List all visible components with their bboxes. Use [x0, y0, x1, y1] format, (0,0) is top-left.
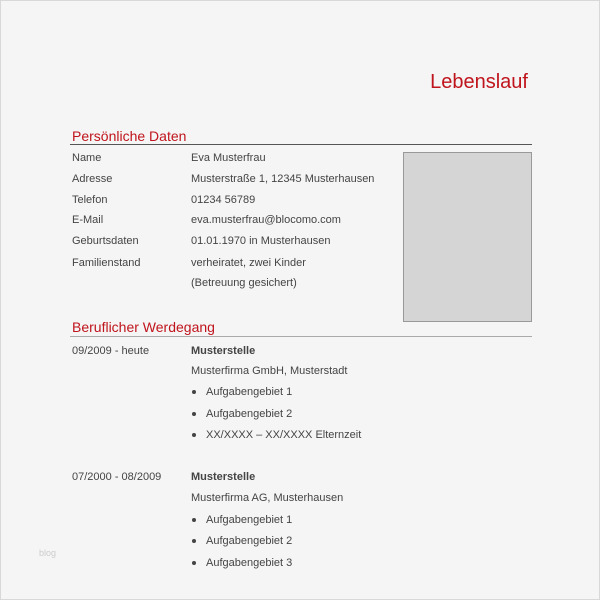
entry-company: Musterfirma GmbH, Musterstadt	[191, 365, 348, 377]
value-birth: 01.01.1970 in Musterhausen	[191, 235, 331, 247]
list-item	[192, 385, 292, 399]
label-birth: Geburtsdaten	[72, 235, 139, 247]
list-item	[192, 556, 292, 570]
section-divider	[70, 336, 532, 337]
value-phone: 01234 56789	[191, 194, 256, 206]
value-family: verheiratet, zwei Kinder	[191, 257, 306, 269]
list-item-text: Aufgabengebiet 2	[206, 408, 293, 420]
label-address: Adresse	[72, 173, 113, 185]
list-item	[192, 534, 292, 548]
list-item-text: Aufgabengebiet 1	[206, 386, 293, 398]
value-name: Eva Musterfrau	[191, 152, 266, 164]
list-item-text: Aufgabengebiet 3	[206, 557, 293, 569]
photo-placeholder	[403, 152, 532, 322]
list-item	[192, 428, 361, 442]
list-item-text: Aufgabengebiet 2	[206, 535, 293, 547]
label-family: Familienstand	[72, 257, 141, 269]
entry-period: 09/2009 - heute	[72, 345, 150, 357]
label-phone: Telefon	[72, 194, 108, 206]
list-item-text: XX/XXXX – XX/XXXX Elternzeit	[206, 429, 362, 441]
list-item	[192, 513, 292, 527]
entry-position: Musterstelle	[191, 345, 256, 357]
list-item	[192, 407, 292, 421]
label-email: E-Mail	[72, 214, 104, 226]
watermark: blog	[39, 548, 57, 558]
entry-period: 07/2000 - 08/2009	[72, 471, 162, 483]
section-heading-personal: Persönliche Daten	[72, 128, 187, 144]
label-name: Name	[72, 152, 102, 164]
value-family-extra: (Betreuung gesichert)	[191, 277, 297, 289]
value-address: Musterstraße 1, 12345 Musterhausen	[191, 173, 375, 185]
entry-company: Musterfirma AG, Musterhausen	[191, 492, 344, 504]
document-title: Lebenslauf	[430, 71, 528, 93]
section-divider	[70, 144, 532, 145]
value-email: eva.musterfrau@blocomo.com	[191, 214, 341, 226]
section-heading-career: Beruflicher Werdegang	[72, 319, 215, 335]
entry-position: Musterstelle	[191, 471, 256, 483]
list-item-text: Aufgabengebiet 1	[206, 514, 293, 526]
